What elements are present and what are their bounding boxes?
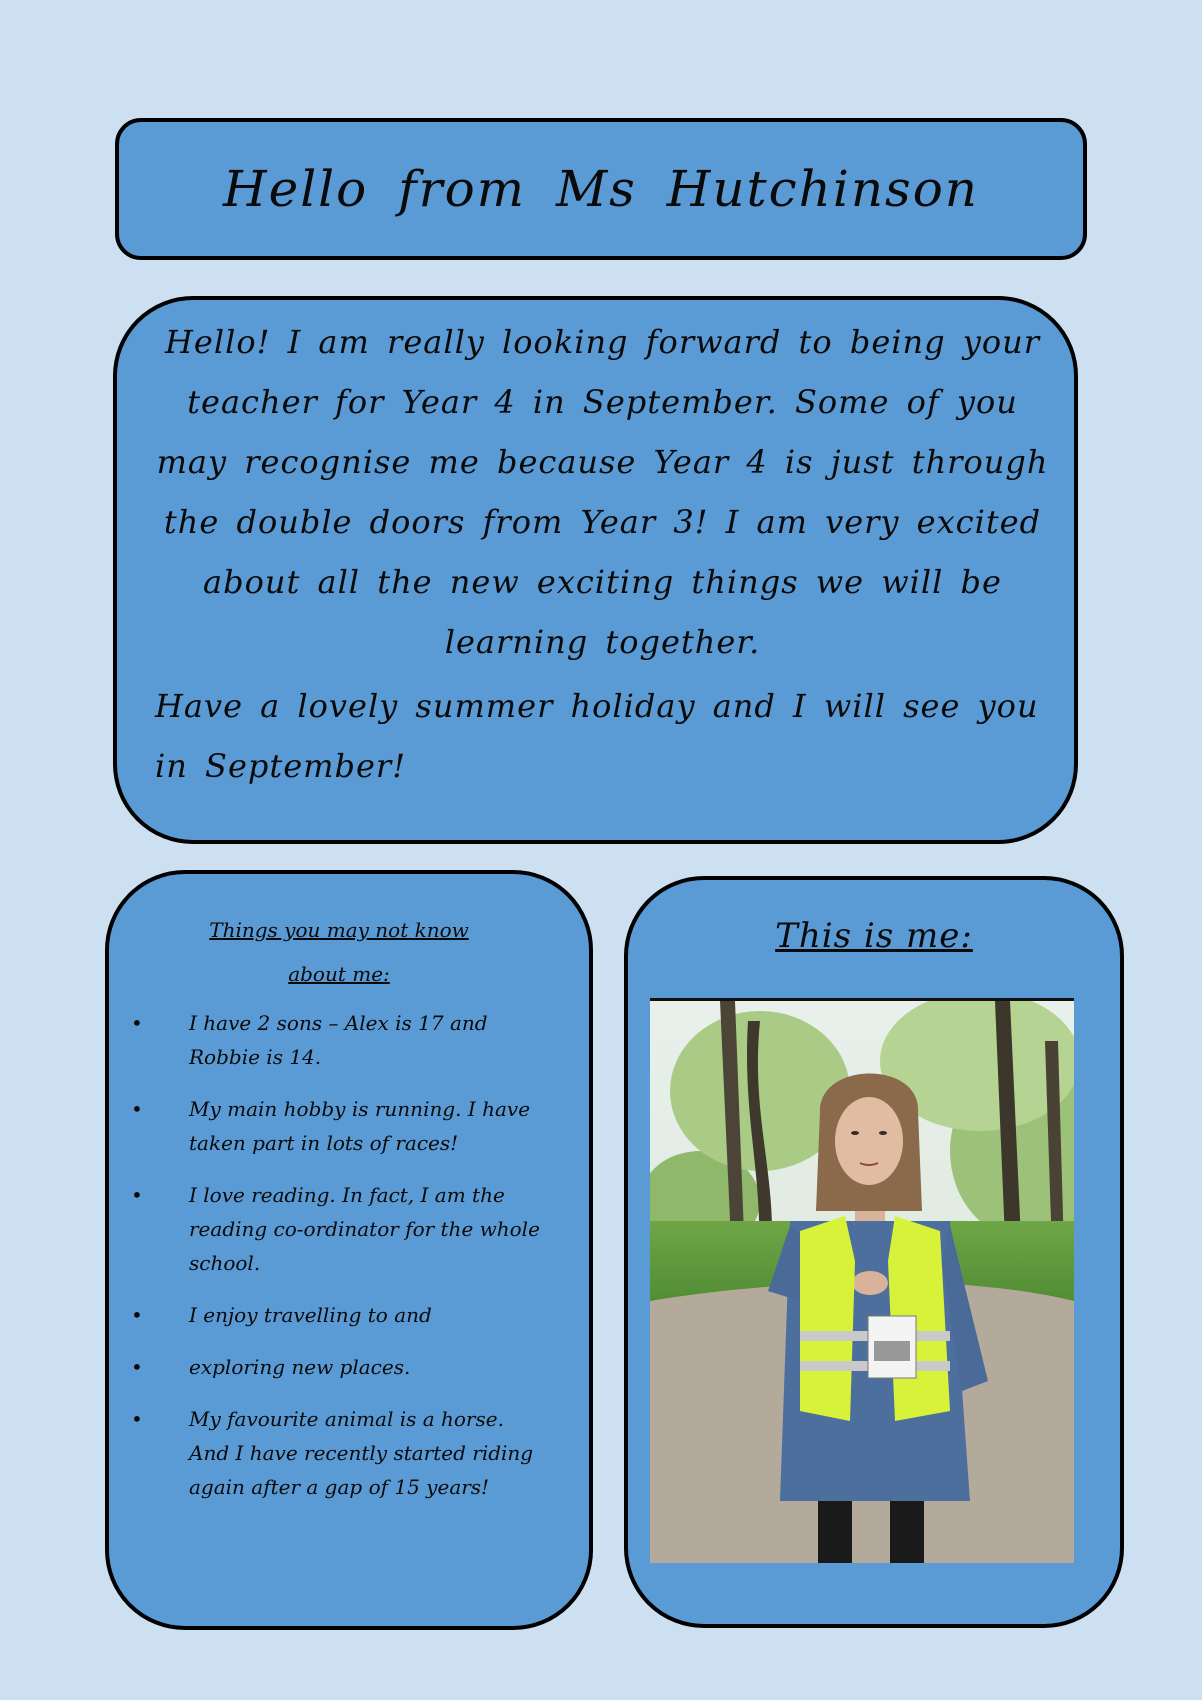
- page-title: Hello from Ms Hutchinson: [223, 160, 979, 218]
- list-item: • My favourite animal is a horse. And I have recently started riding again after a gap of 15 years!: [129, 1402, 549, 1504]
- facts-heading-line: about me:: [288, 962, 390, 986]
- facts-list: [129, 1006, 569, 1504]
- teacher-photo: [650, 998, 1074, 1563]
- list-item: • exploring new places.: [129, 1350, 549, 1384]
- title-box: [115, 118, 1087, 260]
- intro-paragraph: Hello! I am really looking forward to being your teacher for Year 4 in September. Some of you may recognise me because Year 4 is just through the double doors from Year 3! I am very excited about all the new exciting things we will be learning together.: [156, 323, 1049, 661]
- intro-box: [113, 296, 1078, 844]
- facts-heading: [149, 908, 529, 996]
- photo-heading: This is me:: [775, 916, 973, 956]
- facts-box: [105, 870, 593, 1630]
- photo-box: [624, 876, 1124, 1628]
- closing-paragraph: Have a lovely summer holiday and I will see you in September!: [155, 687, 1039, 785]
- list-item: • I love reading. In fact, I am the reading co-ordinator for the whole school.: [129, 1178, 549, 1280]
- list-item: • I have 2 sons – Alex is 17 and Robbie is 14.: [129, 1006, 549, 1074]
- list-item: • My main hobby is running. I have taken part in lots of races!: [129, 1092, 549, 1160]
- facts-heading-line: Things you may not know: [209, 918, 469, 942]
- list-item: • I enjoy travelling to and: [129, 1298, 549, 1332]
